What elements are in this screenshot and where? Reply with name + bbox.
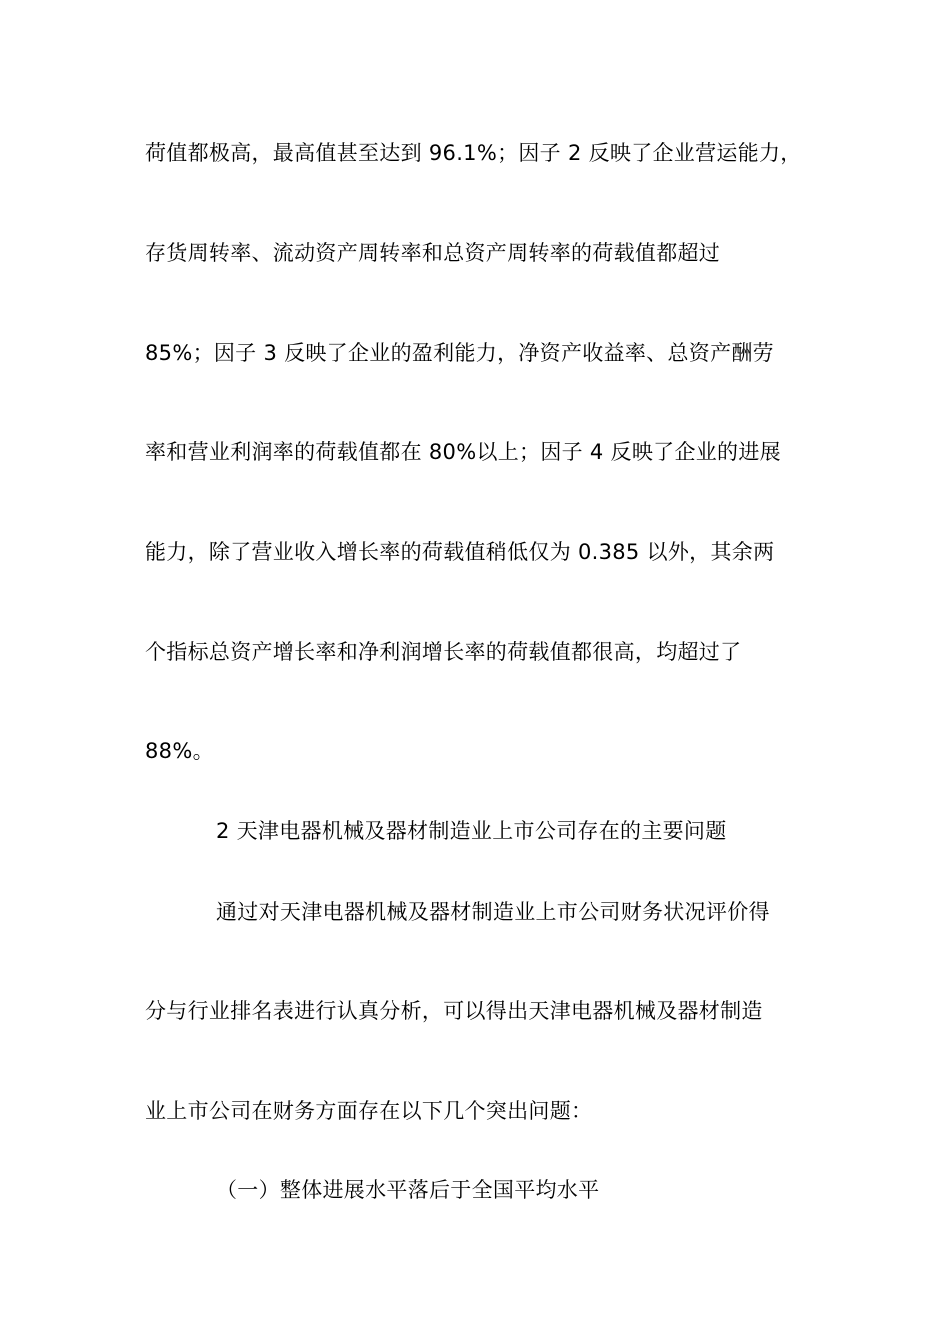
paragraph-line-5: 能力，除了营业收入增长率的荷载值稍低仅为 0.385 以外，其余两 [145,540,775,564]
paragraph-line-1: 荷值都极高，最高值甚至达到 96.1%；因子 2 反映了企业营运能力， [145,141,802,165]
paragraph-line-2: 存货周转率、流动资产周转率和总资产周转率的荷载值都超过 [145,241,721,265]
paragraph-line-4: 率和营业利润率的荷载值都在 80%以上；因子 4 反映了企业的进展 [145,440,781,464]
paragraph-line-3: 85%；因子 3 反映了企业的盈利能力，净资产收益率、总资产酬劳 [145,341,774,365]
paragraph2-line-3: 业上市公司在财务方面存在以下几个突出问题： [145,1099,593,1123]
paragraph2-line-2: 分与行业排名表进行认真分析，可以得出天津电器机械及器材制造 [145,999,763,1023]
subheading: （一）整体进展水平落后于全国平均水平 [216,1178,600,1202]
paragraph-line-7: 88%。 [145,739,214,763]
section-heading: 2 天津电器机械及器材制造业上市公司存在的主要问题 [216,819,727,843]
paragraph-line-6: 个指标总资产增长率和净利润增长率的荷载值都很高，均超过了 [145,640,742,664]
paragraph2-line-1: 通过对天津电器机械及器材制造业上市公司财务状况评价得 [216,900,770,924]
